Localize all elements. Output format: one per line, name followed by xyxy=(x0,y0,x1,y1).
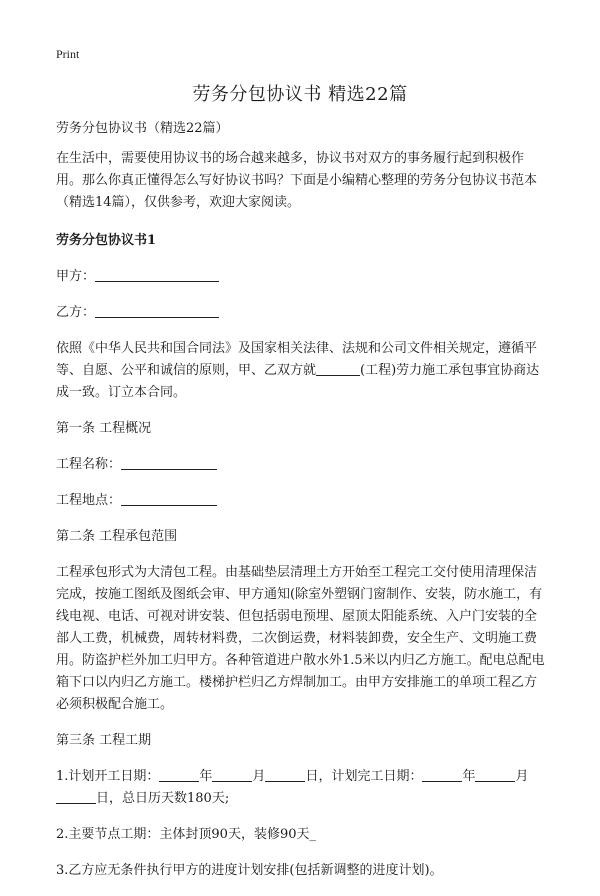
section-heading: 劳务分包协议书1 xyxy=(56,233,157,248)
party-a-label: 甲方： xyxy=(56,269,96,284)
end-year-blank xyxy=(422,767,462,782)
project-location-line xyxy=(56,490,548,512)
party-b-label: 乙方： xyxy=(56,305,96,320)
end-month-blank xyxy=(475,767,515,782)
compliance-paragraph: 3.乙方应无条件执行甲方的进度计划安排(包括新调整的进度计划)。 xyxy=(56,863,443,878)
project-blank xyxy=(316,361,360,376)
project-name-label: 工程名称： xyxy=(56,457,122,472)
page-title: 劳务分包协议书 精选22篇 xyxy=(192,84,408,105)
project-name-blank xyxy=(121,455,217,470)
start-month-unit: 月 xyxy=(252,769,266,784)
party-a-line xyxy=(56,266,548,288)
schedule-paragraph xyxy=(56,766,548,810)
start-day-blank xyxy=(265,767,305,782)
start-year-blank xyxy=(159,767,199,782)
document-body xyxy=(56,118,548,896)
project-name-line xyxy=(56,454,548,476)
end-year-unit: 年 xyxy=(462,769,476,784)
scope-paragraph: 工程承包形式为大清包工程。由基础垫层清理土方开始至工程完工交付使用清理保洁完成，按施工图纸及图纸会审、甲方通知(除室外塑钢门窗制作、安装，防水施工，有线电视、电话、可视对讲安装、但包括弱电预埋、屋顶太阳能系统、入户门安装的全部人工费，机械费，周转材料费，二次倒运费，材料装卸费，安全生产、文明施工费用。防盗护栏外加工归甲方。各种管道进户散水外1.5米以内归乙方施工。配电总配电箱下口以内归乙方施工。楼梯护栏归乙方焊制加工。由甲方安排施工的单项工程乙方必须积极配合施工。 xyxy=(56,565,545,712)
document-subtitle: 劳务分包协议书（精选22篇） xyxy=(56,121,229,136)
start-month-blank xyxy=(212,767,252,782)
party-a-blank xyxy=(95,267,219,282)
basis-text-2: (工程)劳力施工承包事宜协商达成一致。订立本合同。 xyxy=(56,363,540,400)
party-b-blank xyxy=(95,303,219,318)
party-b-line xyxy=(56,302,548,324)
project-location-blank xyxy=(121,491,217,506)
article-1-heading: 第一条 工程概况 xyxy=(56,421,152,436)
milestone-paragraph: 2.主要节点工期：主体封顶90天，装修90天_ xyxy=(56,827,316,842)
start-year-unit: 年 xyxy=(199,769,213,784)
intro-paragraph: 在生活中，需要使用协议书的场合越来越多，协议书对双方的事务履行起到积极作用。那么你真正懂得怎么写好协议书吗？下面是小编精心整理的劳务分包协议书范本（精选14篇），仅供参考，欢迎大家阅读。 xyxy=(56,151,538,210)
basis-paragraph xyxy=(56,338,548,404)
schedule-prefix: 1.计划开工日期： xyxy=(56,769,160,784)
print-link[interactable]: Print xyxy=(56,47,80,61)
end-day-blank xyxy=(56,789,96,804)
project-location-label: 工程地点： xyxy=(56,493,122,508)
end-day-unit: 日，总日历天数180天; xyxy=(96,791,230,806)
article-3-heading: 第三条 工程工期 xyxy=(56,733,152,748)
basis-text-1: 依照《中华人民共和国合同法》及国家相关法律、法规和公司文件相关规定，遵循平等、自愿、公平和诚信的原则，甲、乙双方就 xyxy=(56,341,538,378)
start-day-unit: 日，计划完工日期： xyxy=(305,769,423,784)
end-month-unit: 月 xyxy=(515,769,529,784)
article-2-heading: 第二条 工程承包范围 xyxy=(56,529,178,544)
